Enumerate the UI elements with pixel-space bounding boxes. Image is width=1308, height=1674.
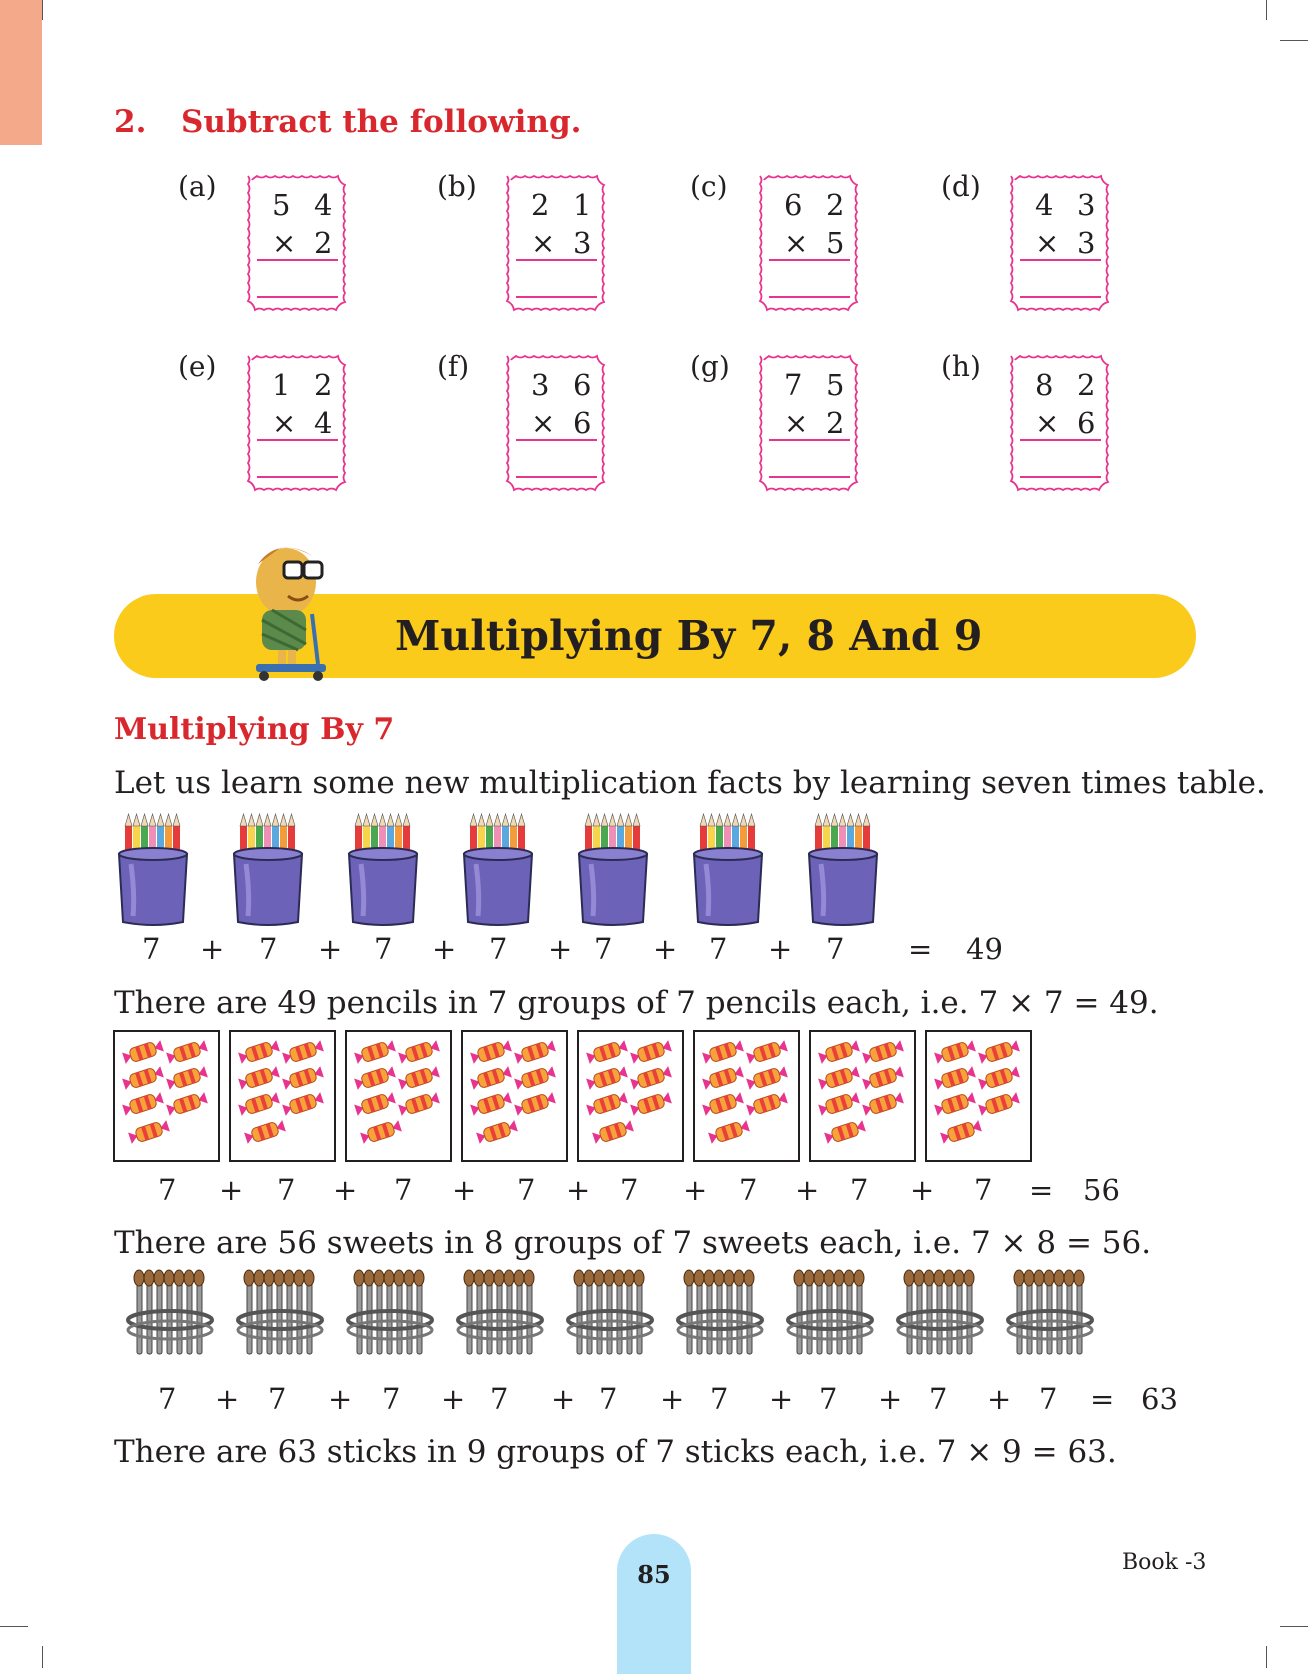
crop-mark [42, 1646, 43, 1668]
pencil-cup-icon [573, 810, 653, 932]
equation-term: 7 [158, 1382, 177, 1416]
plus-sign: + [215, 1382, 240, 1416]
plus-sign: + [318, 932, 343, 966]
times-sign: × [1035, 226, 1060, 260]
page-number-tab [617, 1534, 691, 1674]
equation-term: 7 [277, 1173, 296, 1207]
equation-term: 7 [599, 1382, 618, 1416]
plus-sign: + [566, 1173, 591, 1207]
equation-result: 63 [1141, 1382, 1178, 1416]
plus-sign: + [878, 1382, 903, 1416]
problem-label: (c) [690, 170, 728, 203]
pencil-sentence: There are 49 pencils in 7 groups of 7 pencils each, i.e. 7 × 7 = 49. [114, 985, 1159, 1021]
pencil-cup-icon [688, 810, 768, 932]
equation-term: 7 [394, 1173, 413, 1207]
chapter-tab [0, 0, 42, 145]
problem-label: (f) [437, 350, 470, 383]
section-heading: Multiplying By 7 [114, 712, 395, 747]
plus-sign: + [219, 1173, 244, 1207]
equation-term: 7 [142, 932, 161, 966]
digit: 3 [531, 368, 550, 402]
sweet-sentence: There are 56 sweets in 8 groups of 7 sweets each, i.e. 7 × 8 = 56. [114, 1225, 1152, 1261]
sweets-box-icon [809, 1030, 916, 1166]
equals-sign: = [908, 932, 933, 966]
crop-mark [42, 0, 43, 20]
plus-sign: + [548, 932, 573, 966]
problem-box [503, 352, 608, 494]
plus-sign: + [328, 1382, 353, 1416]
question-number: 2. [114, 104, 147, 140]
equation-term: 7 [819, 1382, 838, 1416]
plus-sign: + [910, 1173, 935, 1207]
plus-sign: + [333, 1173, 358, 1207]
digit: 5 [272, 188, 291, 222]
digit: 2 [314, 368, 333, 402]
sweets-box-icon [345, 1030, 452, 1166]
times-sign: × [531, 406, 556, 440]
plus-sign: + [768, 932, 793, 966]
sweets-box-icon [577, 1030, 684, 1166]
digit: 4 [314, 188, 333, 222]
stick-bundle-icon [785, 1268, 875, 1364]
plus-sign: + [683, 1173, 708, 1207]
problem-label: (b) [437, 170, 477, 203]
sweets-box-icon [461, 1030, 568, 1166]
equation-term: 7 [1039, 1382, 1058, 1416]
page-number: 85 [637, 1560, 671, 1589]
plus-sign: + [551, 1382, 576, 1416]
crop-mark [1280, 40, 1308, 41]
stick-bundle-icon [895, 1268, 985, 1364]
digit: 3 [573, 226, 592, 260]
sweets-box-icon [925, 1030, 1032, 1166]
digit: 4 [314, 406, 333, 440]
digit: 7 [784, 368, 803, 402]
digit: 4 [1035, 188, 1054, 222]
digit: 1 [573, 188, 592, 222]
digit: 6 [573, 368, 592, 402]
stick-bundle-icon [565, 1268, 655, 1364]
equation-term: 7 [709, 932, 728, 966]
stick-bundle-icon [1005, 1268, 1095, 1364]
sweets-box-icon [693, 1030, 800, 1166]
plus-sign: + [795, 1173, 820, 1207]
digit: 2 [826, 406, 845, 440]
digit: 8 [1035, 368, 1054, 402]
plus-sign: + [200, 932, 225, 966]
equation-term: 7 [850, 1173, 869, 1207]
pencil-cup-icon [228, 810, 308, 932]
digit: 1 [272, 368, 291, 402]
plus-sign: + [769, 1382, 794, 1416]
equation-term: 7 [259, 932, 278, 966]
plus-sign: + [452, 1173, 477, 1207]
digit: 3 [1077, 226, 1096, 260]
plus-sign: + [441, 1382, 466, 1416]
problem-label: (d) [941, 170, 981, 203]
equation-term: 7 [268, 1382, 287, 1416]
pencil-cup-icon [458, 810, 538, 932]
digit: 6 [784, 188, 803, 222]
digit: 3 [1077, 188, 1096, 222]
equation-term: 7 [739, 1173, 758, 1207]
stick-bundle-icon [125, 1268, 215, 1364]
problem-box [244, 352, 349, 494]
equation-term: 7 [594, 932, 613, 966]
digit: 2 [314, 226, 333, 260]
problem-box [1007, 352, 1112, 494]
digit: 6 [1077, 406, 1096, 440]
digit: 2 [531, 188, 550, 222]
mascot-icon [228, 534, 338, 684]
problem-box [244, 172, 349, 314]
banner-title: Multiplying By 7, 8 And 9 [395, 612, 983, 660]
pencil-cup-icon [113, 810, 193, 932]
times-sign: × [1035, 406, 1060, 440]
equation-term: 7 [826, 932, 845, 966]
times-sign: × [272, 226, 297, 260]
crop-mark [0, 1626, 28, 1627]
equation-term: 7 [489, 932, 508, 966]
digit: 5 [826, 368, 845, 402]
digit: 2 [1077, 368, 1096, 402]
digit: 5 [826, 226, 845, 260]
crop-mark [1280, 1626, 1308, 1627]
crop-mark [1266, 0, 1267, 20]
problem-label: (e) [178, 350, 217, 383]
stick-bundle-icon [675, 1268, 765, 1364]
equals-sign: = [1090, 1382, 1115, 1416]
digit: 2 [826, 188, 845, 222]
sweets-box-icon [229, 1030, 336, 1166]
problem-box [756, 172, 861, 314]
pencil-cup-icon [803, 810, 883, 932]
stick-sentence: There are 63 sticks in 9 groups of 7 sticks each, i.e. 7 × 9 = 63. [114, 1434, 1117, 1470]
problem-box [756, 352, 861, 494]
equation-term: 7 [374, 932, 393, 966]
problem-box [1007, 172, 1112, 314]
equation-term: 7 [490, 1382, 509, 1416]
stick-bundle-icon [455, 1268, 545, 1364]
pencil-cup-icon [343, 810, 423, 932]
times-sign: × [784, 226, 809, 260]
equation-term: 7 [517, 1173, 536, 1207]
plus-sign: + [653, 932, 678, 966]
equation-term: 7 [158, 1173, 177, 1207]
stick-bundle-icon [345, 1268, 435, 1364]
equation-result: 49 [966, 932, 1003, 966]
intro-text: Let us learn some new multiplication facts by learning seven times table. [114, 765, 1266, 801]
sweets-box-icon [113, 1030, 220, 1166]
times-sign: × [784, 406, 809, 440]
digit: 6 [573, 406, 592, 440]
plus-sign: + [660, 1382, 685, 1416]
times-sign: × [531, 226, 556, 260]
stick-bundle-icon [235, 1268, 325, 1364]
problem-label: (a) [178, 170, 217, 203]
question-instruction: Subtract the following. [181, 104, 582, 140]
equals-sign: = [1029, 1173, 1054, 1207]
equation-term: 7 [974, 1173, 993, 1207]
equation-term: 7 [620, 1173, 639, 1207]
times-sign: × [272, 406, 297, 440]
problem-box [503, 172, 608, 314]
equation-term: 7 [710, 1382, 729, 1416]
book-label: Book -3 [1122, 1550, 1207, 1575]
equation-term: 7 [929, 1382, 948, 1416]
plus-sign: + [987, 1382, 1012, 1416]
problem-label: (g) [690, 350, 730, 383]
plus-sign: + [432, 932, 457, 966]
crop-mark [1266, 1646, 1267, 1668]
equation-result: 56 [1083, 1173, 1120, 1207]
problem-label: (h) [941, 350, 981, 383]
equation-term: 7 [382, 1382, 401, 1416]
